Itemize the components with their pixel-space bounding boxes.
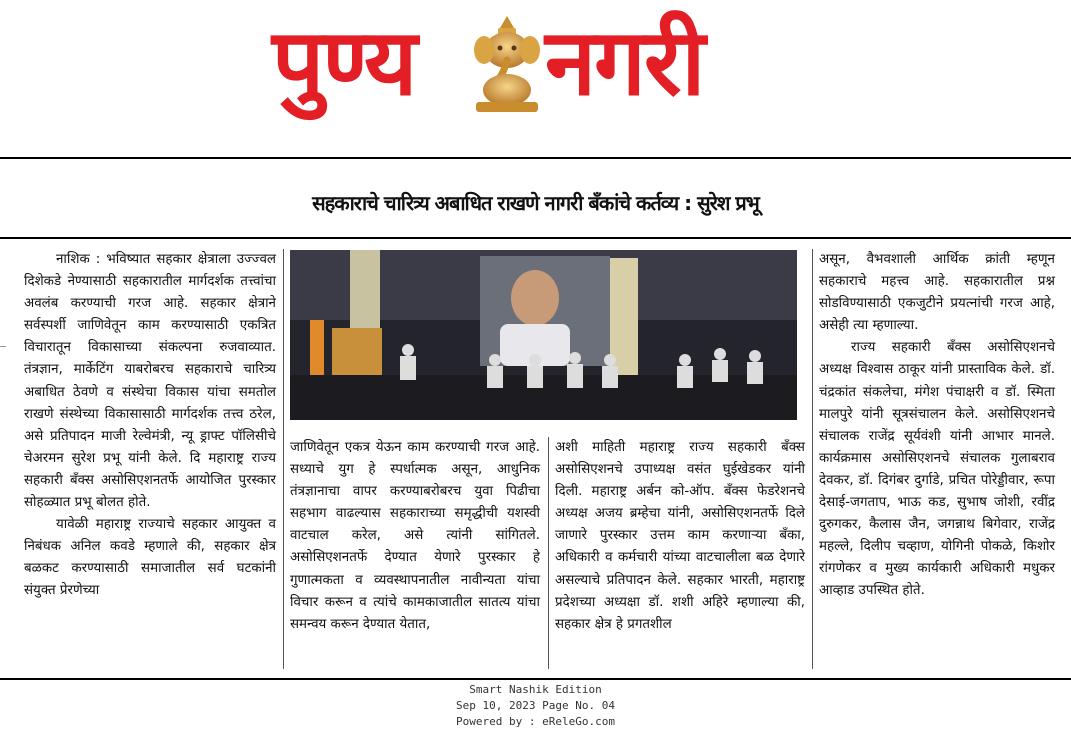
headline: सहकाराचे चारित्र्य अबाधित राखणे नागरी बँकांचे कर्तव्य : सुरेश प्रभू bbox=[312, 191, 759, 215]
ganesha-logo-icon bbox=[462, 10, 552, 120]
event-photo bbox=[290, 250, 797, 420]
footer-edition: Smart Nashik Edition bbox=[469, 683, 602, 696]
column-2-paragraph: जाणिवेतून एकत्र येऊन काम करण्याची गरज आहे. सध्याचे युग हे स्पर्धात्मक असून, आधुनिक तंत्रज्ञानाचा वापर करण्याबरोबरच युवा पिढीचा सहभाग वाढल्यास सहकाराच्या समृद्धीची यशस्वी वाटचाल करेल, असे त्यांनी सांगितले. असोसिएशनतर्फे देण्यात येणारे पुरस्कार हे गुणात्मकता व व्यवस्थापनातील नावीन्यता यांचा विचार करून व त्यांचे कामकाजातील सातत्य यांचा समन्वय करून देण्यात येतात, bbox=[290, 440, 540, 632]
column-divider bbox=[812, 249, 813, 669]
masthead-word-left: पुण्य bbox=[272, 9, 416, 116]
masthead bbox=[0, 0, 1071, 140]
column-3-paragraph: अशी माहिती महाराष्ट्र राज्य सहकारी बँक्स असोसिएशनचे उपाध्यक्ष वसंत घुईखेडकर यांनी दिली. महाराष्ट्र अर्बन को-ऑप. बँक्स फेडरेशनचे अध्यक्ष अजय ब्रम्हेचा यांनी, असोसिएशनतर्फे दिले जाणारे पुरस्कार उत्तम काम करणाऱ्या बँका, अधिकारी व कर्मचारी यांच्या वाटचालीला बळ देणारे असल्याचे प्रतिपादन केले. सहकार भारती, महाराष्ट्र प्रदेशच्या अध्यक्षा डॉ. शशी अहिरे म्हणाल्या की, सहकार क्षेत्र हे प्रगतशील bbox=[555, 440, 805, 632]
article-column-1 bbox=[24, 249, 276, 603]
column-4-paragraph: राज्य सहकारी बँक्स असोसिएशनचे अध्यक्ष विश्वास ठाकूर यांनी प्रास्ताविक केले. डॉ. चंद्रकांत संकलेचा, मंगेश पंचाक्षरी व डॉ. स्मिता मालपुरे यांनी सूत्रसंचालन केले. असोसिएशनचे संचालक राजेंद्र सूर्यवंशी यांनी आभार मानले. कार्यक्रमास असोसिएशनचे संचालक गुलाबराव देवकर, डॉ. दिगंबर दुर्गाडे, प्रचित पोरेड्डीवार, रूपा देसाई-जगताप, भाऊ कड, सुभाष जोशी, रवींद्र दुरुगकर, कैलास जैन, जगन्नाथ बिगेवार, राजेंद्र महल्ले, दिलीप चव्हाण, योगिनी पोकळे, किशोर रांगणेकर व मुख्य कार्यकारी अधिकारी मधुकर आव्हाड उपस्थित होते. bbox=[819, 340, 1055, 599]
article-column-3 bbox=[555, 437, 805, 636]
masthead-word-right: नगरी bbox=[545, 9, 704, 116]
headline-rule bbox=[0, 237, 1071, 239]
column-1-paragraph: नाशिक : भविष्यात सहकार क्षेत्राला उज्ज्वल दिशेकडे नेण्यासाठी सहकारातील मार्गदर्शक तत्त्वांचा अवलंब करण्याची गरज आहे. सहकार क्षेत्राने सर्वस्पर्शी जाणिवेतून काम करण्यासाठी एकत्रित विचारातून विकासाच्या संकल्पना रुजवाव्यात. तंत्रज्ञान, मार्केटिंग याबरोबरच सहकाराचे चारित्र्य अबाधित ठेवणे व संस्थेचा विकास यांचा समतोल राखणे संस्थेच्या विकासासाठी मार्गदर्शक तत्त्व ठरेल, असे प्रतिपादन माजी रेल्वेमंत्री, न्यू ड्राफ्ट पॉलिसीचे चेअरमन सुरेश प्रभू यांनी केले. दि महाराष्ट्र राज्य सहकारी बँक्स असोसिएशनतर्फे आयोजित पुरस्कार सोहळ्यात प्रभू बोलत होते. bbox=[24, 252, 276, 511]
column-4-paragraph: असून, वैभवशाली आर्थिक क्रांती म्हणून सहकाराचे महत्त्व आहे. सहकारातील प्रश्न सोडविण्यासाठी एकजुटीने प्रयत्नांची गरज आहे, असेही त्या म्हणाल्या. bbox=[819, 252, 1055, 334]
masthead-rule bbox=[0, 157, 1071, 159]
footer-rule bbox=[0, 678, 1071, 680]
page-edge-mark bbox=[0, 346, 6, 347]
column-1-paragraph: यावेळी महाराष्ट्र राज्याचे सहकार आयुक्त व निबंधक अनिल कवडे म्हणाले की, सहकार क्षेत्र बळकट करण्यासाठी समाजातील सर्व घटकांनी संयुक्त प्रेरणेच्या bbox=[24, 517, 276, 599]
footer bbox=[0, 682, 1071, 730]
article-column-2 bbox=[290, 437, 540, 636]
column-divider bbox=[283, 249, 284, 669]
footer-powered-by: Powered by : eReleGo.com bbox=[456, 715, 615, 728]
footer-date-page: Sep 10, 2023 Page No. 04 bbox=[456, 699, 615, 712]
column-divider bbox=[548, 437, 549, 669]
article-column-4 bbox=[819, 249, 1055, 603]
